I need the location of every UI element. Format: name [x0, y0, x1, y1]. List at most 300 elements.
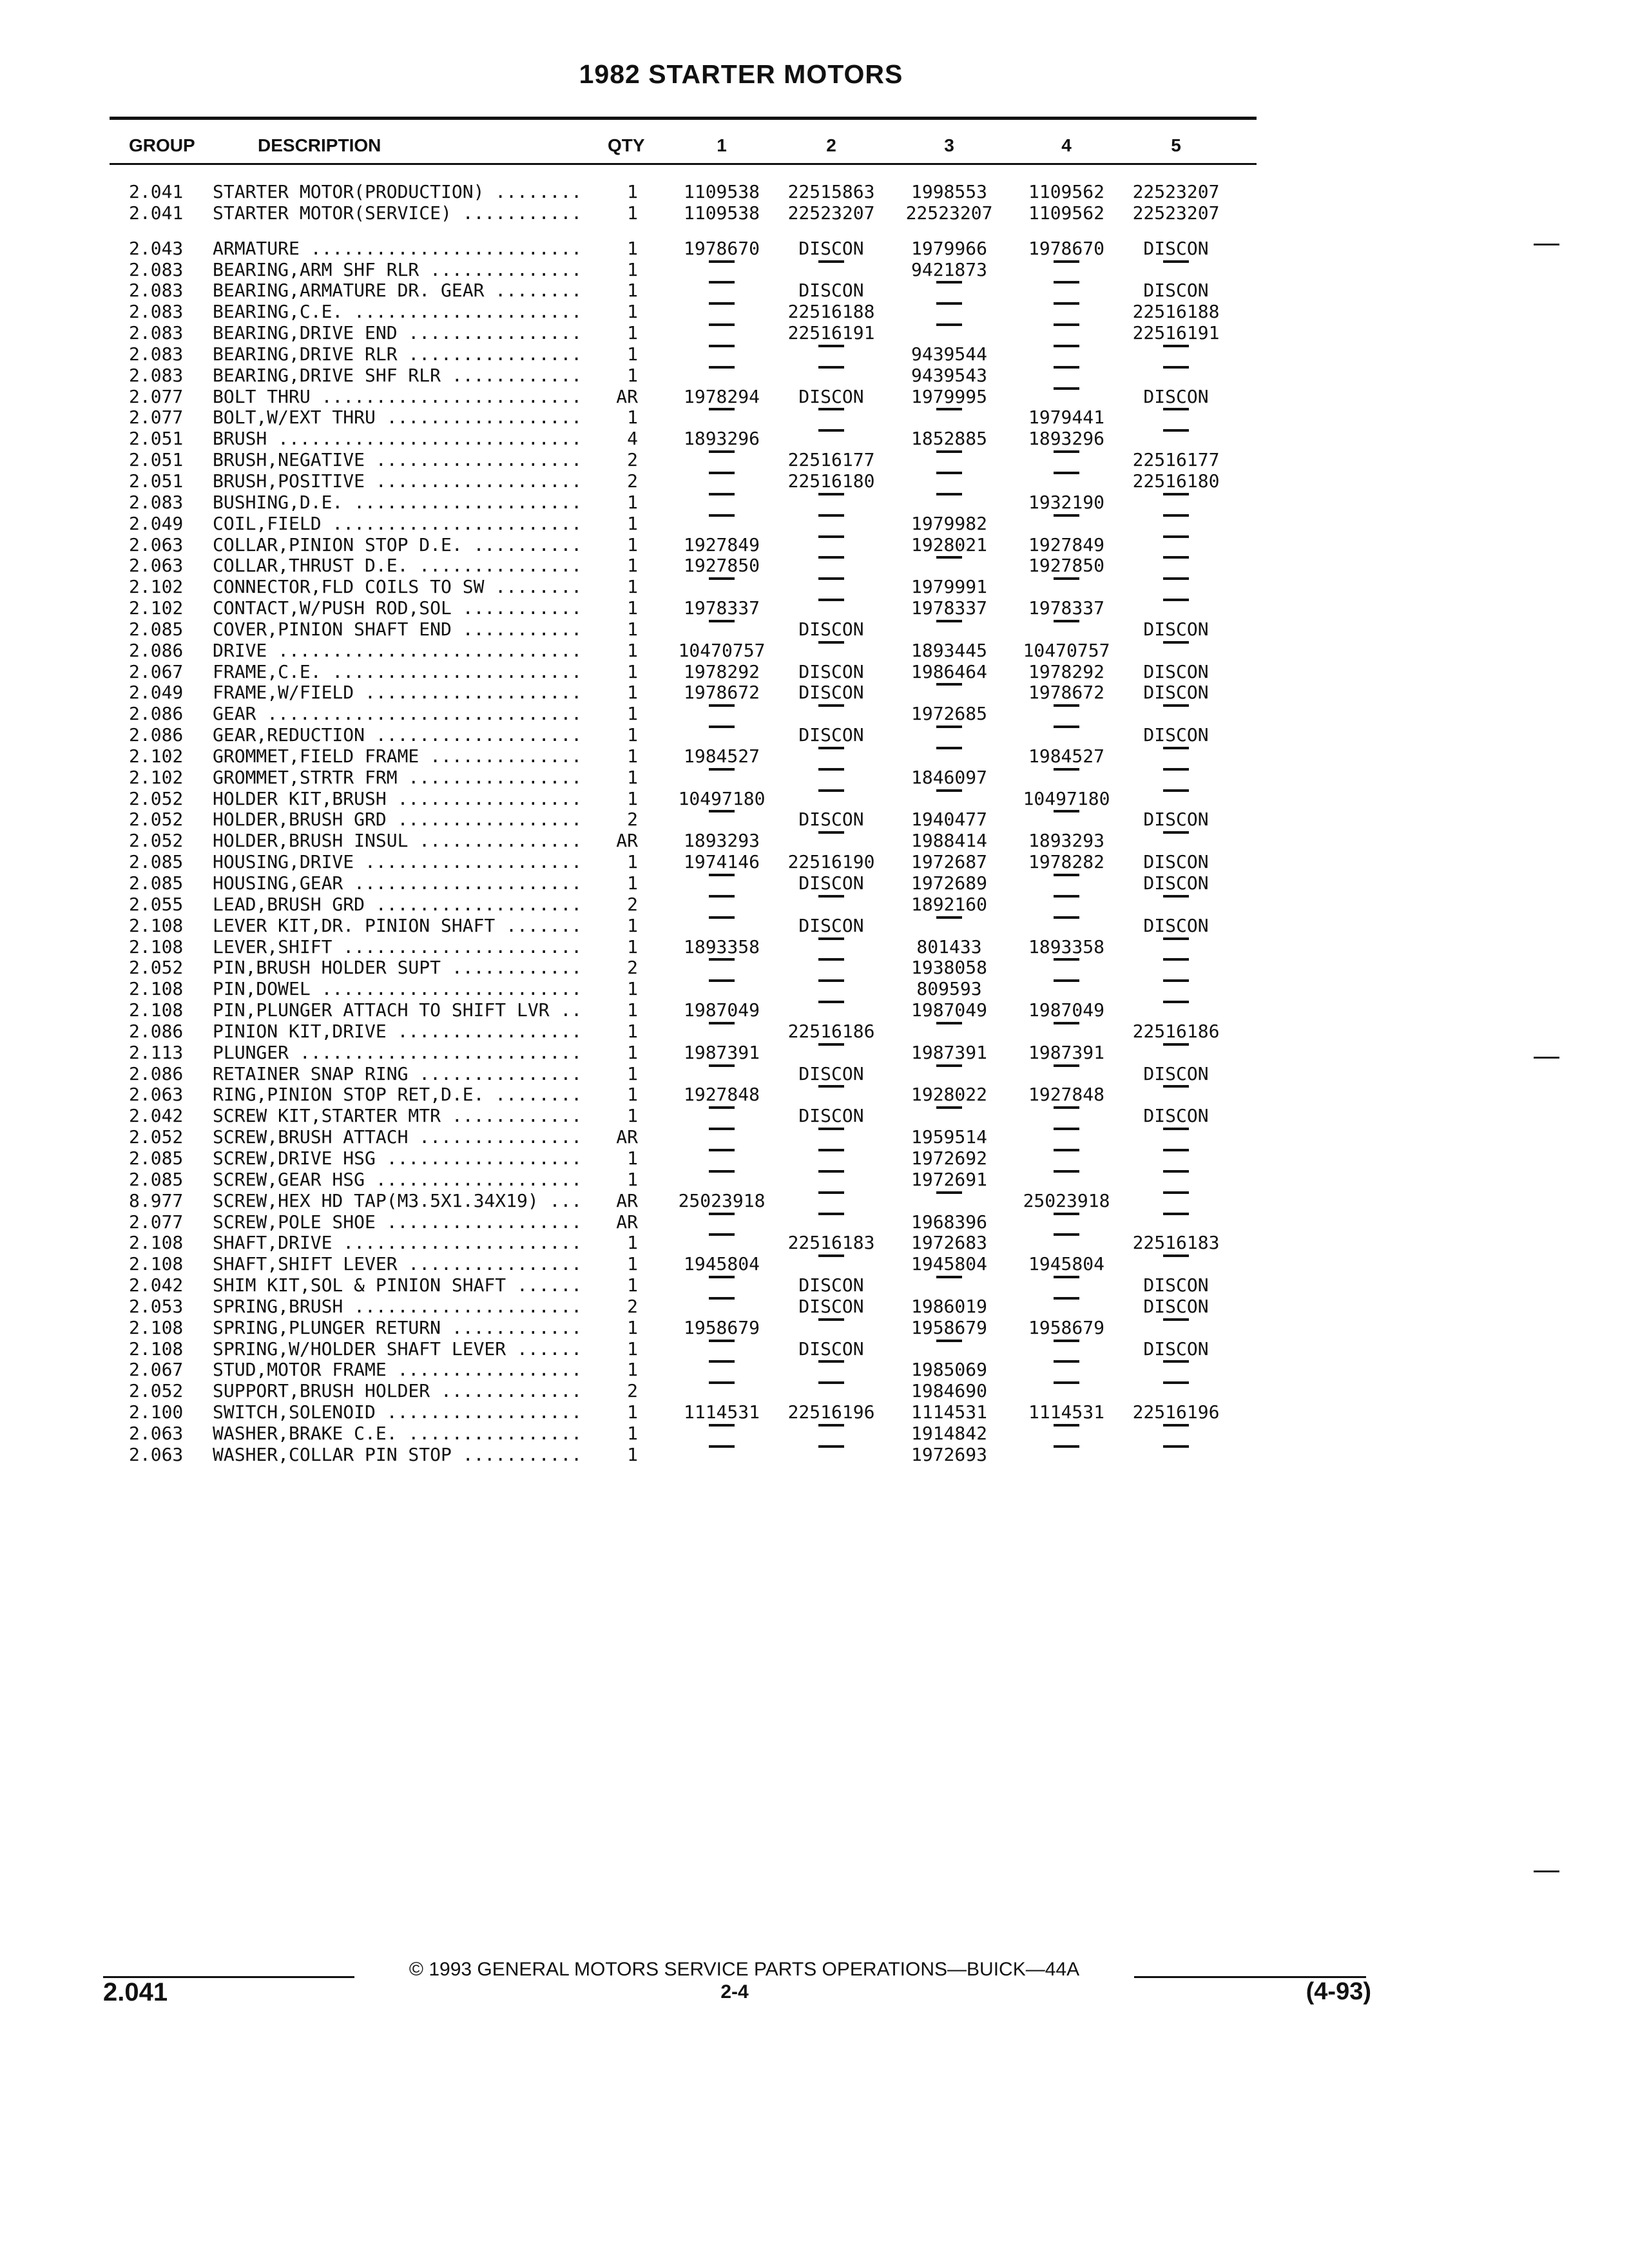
description-cell: SHAFT,SHIFT LEVER ................ [213, 1253, 583, 1275]
col2-cell: DISCON [798, 809, 864, 831]
dash-mark [936, 916, 962, 919]
qty-cell: 1 [627, 1274, 638, 1296]
table-row [0, 1127, 1629, 1148]
col3-cell: 1893445 [911, 639, 987, 661]
group-cell: 2.085 [129, 1147, 184, 1169]
group-cell: 2.085 [129, 1168, 184, 1190]
description-cell: GEAR,REDUCTION ................... [213, 724, 583, 746]
col2-cell: DISCON [798, 280, 864, 302]
header-col-5: 5 [1171, 135, 1181, 155]
col1-cell: 1945804 [683, 1253, 760, 1275]
dash-mark [709, 895, 735, 898]
col3-cell [891, 1064, 1007, 1084]
col5-cell [1118, 1318, 1234, 1338]
description-cell: WASHER,COLLAR PIN STOP ........... [213, 1443, 583, 1465]
col2-cell: DISCON [798, 914, 864, 936]
qty-cell: 1 [627, 660, 638, 682]
col5-cell [1118, 979, 1234, 999]
qty-cell: 1 [627, 1168, 638, 1190]
qty-cell: AR [616, 830, 638, 852]
table-row [0, 1254, 1629, 1275]
col1-cell [664, 1275, 780, 1296]
col5-cell: 22523207 [1132, 181, 1220, 202]
dash-mark [818, 260, 844, 263]
col4-cell [1008, 1064, 1124, 1084]
dash-mark [818, 1085, 844, 1088]
description-cell: BEARING,DRIVE SHF RLR ............ [213, 364, 583, 386]
dash-mark [1054, 1233, 1079, 1236]
col2-cell [773, 1000, 889, 1021]
col4-cell [1008, 767, 1124, 788]
dash-mark [818, 1360, 844, 1363]
col5-cell [1118, 577, 1234, 597]
col4-cell: 1979441 [1028, 407, 1104, 428]
table-row [0, 514, 1629, 535]
col4-cell [1008, 873, 1124, 894]
description-cell: SCREW,HEX HD TAP(M3.5X1.34X19) ... [213, 1189, 583, 1211]
dash-mark [936, 1022, 962, 1024]
col3-cell: 1987391 [911, 1041, 987, 1063]
col4-cell [1008, 280, 1124, 301]
col1-cell [664, 492, 780, 513]
col5-cell [1118, 598, 1234, 619]
col5-cell [1118, 1043, 1234, 1063]
col5-cell: 22516180 [1132, 470, 1220, 492]
dash-mark [1054, 768, 1079, 771]
dash-mark [1054, 387, 1079, 390]
col2-cell [773, 577, 889, 597]
dash-mark [818, 1424, 844, 1427]
qty-cell: 2 [627, 809, 638, 831]
col5-cell [1118, 1381, 1234, 1401]
group-cell: 2.083 [129, 364, 184, 386]
col1-cell [664, 704, 780, 724]
col3-cell: 1987049 [911, 999, 987, 1021]
qty-cell: 1 [627, 237, 638, 259]
dash-mark [818, 599, 844, 601]
dash-mark [1163, 979, 1189, 982]
group-cell: 2.042 [129, 1105, 184, 1127]
dash-mark [709, 1276, 735, 1278]
col5-cell: 22516186 [1132, 1020, 1220, 1042]
table-row [0, 535, 1629, 556]
col5-cell: DISCON [1143, 618, 1209, 640]
qty-cell: 2 [627, 1295, 638, 1317]
dash-mark [818, 1318, 844, 1321]
qty-cell: 1 [627, 491, 638, 513]
group-cell: 2.102 [129, 745, 184, 767]
dash-mark [1163, 599, 1189, 601]
description-cell: PIN,BRUSH HOLDER SUPT ............ [213, 957, 583, 979]
col5-cell [1118, 1191, 1234, 1211]
dash-mark [818, 895, 844, 898]
description-cell: FRAME,C.E. ....................... [213, 660, 583, 682]
dash-mark [936, 302, 962, 305]
col1-cell [664, 280, 780, 301]
dash-mark [818, 514, 844, 517]
table-row [0, 577, 1629, 598]
qty-cell: 1 [627, 1253, 638, 1275]
description-cell: ARMATURE ......................... [213, 237, 583, 259]
dash-mark [709, 979, 735, 982]
dash-mark [1054, 1128, 1079, 1130]
col3-cell [891, 555, 1007, 576]
table-row [0, 746, 1629, 767]
description-cell: HOLDER,BRUSH INSUL ............... [213, 830, 583, 852]
col3-cell: 1972692 [911, 1147, 987, 1169]
col4-cell [1008, 1233, 1124, 1253]
qty-cell: 1 [627, 343, 638, 365]
table-row [0, 789, 1629, 810]
group-cell: 2.063 [129, 1084, 184, 1106]
col5-cell [1118, 1084, 1234, 1105]
col5-cell: DISCON [1143, 385, 1209, 407]
col1-cell: 1927849 [683, 533, 760, 555]
col2-cell: DISCON [798, 1062, 864, 1084]
col4-cell [1008, 1169, 1124, 1190]
dash-mark [1054, 366, 1079, 369]
dash-mark [818, 493, 844, 495]
dash-mark [709, 472, 735, 474]
page-title: 1982 STARTER MOTORS [579, 59, 903, 89]
col5-cell: 22516191 [1132, 322, 1220, 344]
col3-cell: 1985069 [911, 1359, 987, 1381]
margin-mark [1534, 1870, 1559, 1872]
dash-mark [1163, 1043, 1189, 1046]
col2-cell [773, 937, 889, 957]
col2-cell [773, 407, 889, 428]
table-row [0, 809, 1629, 831]
dash-mark [818, 535, 844, 538]
dash-mark [1163, 1254, 1189, 1257]
col3-cell: 9439543 [911, 364, 987, 386]
table-row [0, 387, 1629, 408]
dash-mark [1163, 747, 1189, 749]
col1-cell [664, 260, 780, 280]
dash-mark [709, 1022, 735, 1024]
table-row [0, 957, 1629, 979]
col4-cell [1008, 1360, 1124, 1380]
col4-cell [1008, 1148, 1124, 1169]
col3-cell [891, 1021, 1007, 1042]
table-row [0, 323, 1629, 344]
group-cell: 2.100 [129, 1401, 184, 1423]
col5-cell [1118, 704, 1234, 724]
group-cell: 2.108 [129, 978, 184, 1000]
col5-cell: DISCON [1143, 237, 1209, 259]
col3-cell: 1979995 [911, 385, 987, 407]
dash-mark [709, 874, 735, 876]
col2-cell [773, 535, 889, 555]
col5-cell [1118, 937, 1234, 957]
header-col-2: 2 [826, 135, 836, 155]
col4-cell [1008, 323, 1124, 343]
dash-mark [1054, 1360, 1079, 1363]
col4-cell [1008, 1212, 1124, 1233]
group-cell: 2.108 [129, 914, 184, 936]
group-cell: 2.085 [129, 618, 184, 640]
col3-cell: 1986464 [911, 660, 987, 682]
qty-cell: 2 [627, 1380, 638, 1402]
col1-cell: 25023918 [678, 1189, 766, 1211]
col5-cell [1118, 1148, 1234, 1169]
qty-cell: 1 [627, 1401, 638, 1423]
group-cell: 2.063 [129, 533, 184, 555]
col5-cell [1118, 1212, 1234, 1233]
col4-cell: 1927850 [1028, 555, 1104, 577]
qty-cell: 1 [627, 512, 638, 534]
col3-cell: 1972691 [911, 1168, 987, 1190]
group-cell: 2.102 [129, 766, 184, 788]
table-row [0, 203, 1629, 224]
col1-cell: 1978337 [683, 597, 760, 619]
table-row [0, 916, 1629, 937]
qty-cell: 1 [627, 703, 638, 725]
dash-mark [936, 281, 962, 284]
dash-mark [818, 345, 844, 347]
group-cell: 2.051 [129, 449, 184, 471]
dash-mark [818, 1149, 844, 1151]
col2-cell [773, 428, 889, 449]
col4-cell: 1893296 [1028, 428, 1104, 450]
col2-cell [773, 344, 889, 365]
col5-cell [1118, 514, 1234, 534]
col5-cell: 22516196 [1132, 1401, 1220, 1423]
col3-cell [891, 619, 1007, 640]
dash-mark [709, 958, 735, 961]
col5-cell [1118, 1169, 1234, 1190]
description-cell: SPRING,BRUSH ..................... [213, 1295, 583, 1317]
dash-mark [1163, 1128, 1189, 1130]
col4-cell: 1927849 [1028, 533, 1104, 555]
col2-cell [773, 598, 889, 619]
qty-cell: 1 [627, 301, 638, 323]
col5-cell [1118, 640, 1234, 661]
col4-cell [1008, 894, 1124, 915]
dash-mark [1054, 514, 1079, 517]
col3-cell: 1928022 [911, 1084, 987, 1106]
group-cell: 2.108 [129, 1316, 184, 1338]
table-row [0, 1191, 1629, 1212]
dash-mark [709, 302, 735, 305]
dash-mark [818, 577, 844, 580]
col4-cell: 1978670 [1028, 237, 1104, 259]
col2-cell [773, 894, 889, 915]
header-group: GROUP [129, 135, 195, 155]
dash-mark [1054, 1170, 1079, 1173]
description-cell: SPRING,W/HOLDER SHAFT LEVER ...... [213, 1338, 583, 1360]
description-cell: SWITCH,SOLENOID .................. [213, 1401, 583, 1423]
col2-cell [773, 1318, 889, 1338]
col2-cell: DISCON [798, 682, 864, 704]
dash-mark [1054, 472, 1079, 474]
dash-mark [709, 1360, 735, 1363]
description-cell: STARTER MOTOR(PRODUCTION) ........ [213, 181, 583, 202]
dash-mark [818, 429, 844, 432]
description-cell: HOLDER KIT,BRUSH ................. [213, 787, 583, 809]
qty-cell: 1 [627, 555, 638, 577]
col5-cell: DISCON [1143, 682, 1209, 704]
dash-mark [1054, 895, 1079, 898]
description-cell: PLUNGER .......................... [213, 1041, 583, 1063]
dash-mark [818, 937, 844, 940]
description-cell: LEAD,BRUSH GRD ................... [213, 893, 583, 915]
col5-cell [1118, 831, 1234, 851]
dash-mark [936, 1340, 962, 1342]
dash-mark [1054, 810, 1079, 812]
col1-cell [664, 407, 780, 428]
group-cell: 2.041 [129, 202, 184, 224]
col3-cell: 1972687 [911, 851, 987, 873]
dash-mark [1054, 979, 1079, 982]
col5-cell [1118, 555, 1234, 576]
group-cell: 2.063 [129, 1422, 184, 1444]
table-row [0, 260, 1629, 281]
table-row [0, 1445, 1629, 1466]
col4-cell [1008, 1127, 1124, 1148]
description-cell: SCREW,BRUSH ATTACH ............... [213, 1126, 583, 1148]
col1-cell: 1974146 [683, 851, 760, 873]
col4-cell [1008, 577, 1124, 597]
group-cell: 2.083 [129, 491, 184, 513]
dash-mark [709, 577, 735, 580]
col1-cell [664, 957, 780, 978]
col4-cell [1008, 1021, 1124, 1042]
description-cell: CONNECTOR,FLD COILS TO SW ........ [213, 576, 583, 598]
col1-cell [664, 1381, 780, 1401]
dash-mark [818, 958, 844, 961]
dash-mark [936, 1276, 962, 1278]
description-cell: HOUSING,DRIVE .................... [213, 851, 583, 873]
table-row [0, 471, 1629, 492]
qty-cell: 4 [627, 428, 638, 450]
col5-cell [1118, 344, 1234, 365]
qty-cell: 1 [627, 1020, 638, 1042]
dash-mark [818, 1381, 844, 1384]
col4-cell: 1893293 [1028, 830, 1104, 852]
qty-cell: 1 [627, 766, 638, 788]
top-rule [110, 117, 1257, 120]
col2-cell: 22516180 [787, 470, 875, 492]
group-cell: 2.052 [129, 830, 184, 852]
dash-mark [1054, 958, 1079, 961]
col2-cell: DISCON [798, 724, 864, 746]
col5-cell [1118, 1423, 1234, 1444]
dash-mark [818, 831, 844, 834]
dash-mark [936, 1106, 962, 1109]
group-cell: 2.077 [129, 407, 184, 428]
col5-cell [1118, 1127, 1234, 1148]
col1-cell [664, 916, 780, 936]
col2-cell: 22516186 [787, 1020, 875, 1042]
group-cell: 2.108 [129, 1338, 184, 1360]
dash-mark [709, 810, 735, 812]
col3-cell [891, 746, 1007, 767]
dash-mark [936, 683, 962, 686]
qty-cell: 1 [627, 1232, 638, 1254]
col4-cell [1008, 725, 1124, 745]
description-cell: PIN,DOWEL ........................ [213, 978, 583, 1000]
col4-cell [1008, 387, 1124, 407]
dash-mark [1054, 1276, 1079, 1278]
qty-cell: 1 [627, 745, 638, 767]
table-row [0, 238, 1629, 260]
col2-cell [773, 789, 889, 809]
dash-mark [1163, 493, 1189, 495]
col2-cell: DISCON [798, 237, 864, 259]
description-cell: GROMMET,STRTR FRM ................ [213, 766, 583, 788]
col4-cell: 1958679 [1028, 1316, 1104, 1338]
dash-mark [1163, 556, 1189, 559]
col3-cell: 801433 [916, 936, 982, 957]
description-cell: STARTER MOTOR(SERVICE) ........... [213, 202, 583, 224]
col5-cell [1118, 767, 1234, 788]
col2-cell [773, 1127, 889, 1148]
qty-cell: 1 [627, 280, 638, 302]
col3-cell: 22523207 [905, 202, 993, 224]
dash-mark [1054, 1022, 1079, 1024]
dash-mark [709, 1128, 735, 1130]
table-row [0, 492, 1629, 514]
col1-cell [664, 323, 780, 343]
group-cell: 2.102 [129, 576, 184, 598]
table-row [0, 1339, 1629, 1360]
col1-cell [664, 471, 780, 492]
description-cell: WASHER,BRAKE C.E. ................ [213, 1422, 583, 1444]
col1-cell [664, 577, 780, 597]
col3-cell: 1978337 [911, 597, 987, 619]
group-cell: 2.086 [129, 639, 184, 661]
col1-cell [664, 1169, 780, 1190]
col1-cell [664, 1127, 780, 1148]
col4-cell: 25023918 [1023, 1189, 1110, 1211]
description-cell: BUSHING,D.E. ..................... [213, 491, 583, 513]
col4-cell: 10470757 [1023, 639, 1110, 661]
qty-cell: 1 [627, 1041, 638, 1063]
description-cell: BEARING,ARMATURE DR. GEAR ........ [213, 280, 583, 302]
dash-mark [1054, 916, 1079, 919]
col5-cell [1118, 535, 1234, 555]
col4-cell [1008, 365, 1124, 386]
col2-cell [773, 746, 889, 767]
col2-cell: DISCON [798, 660, 864, 682]
dash-mark [1163, 958, 1189, 961]
col5-cell [1118, 957, 1234, 978]
dash-mark [1163, 1318, 1189, 1321]
col2-cell: DISCON [798, 872, 864, 894]
col2-cell: 22516191 [787, 322, 875, 344]
dash-mark [1054, 620, 1079, 622]
col1-cell: 1109538 [683, 202, 760, 224]
col3-cell [891, 789, 1007, 809]
dash-mark [936, 472, 962, 474]
qty-cell: 1 [627, 202, 638, 224]
col1-cell [664, 1233, 780, 1253]
group-cell: 2.052 [129, 957, 184, 979]
col3-cell [891, 407, 1007, 428]
qty-cell: 1 [627, 1316, 638, 1338]
col2-cell: 22516190 [787, 851, 875, 873]
qty-cell: 1 [627, 639, 638, 661]
dash-mark [1054, 1297, 1079, 1300]
dash-mark [936, 620, 962, 622]
description-cell: DRIVE ............................ [213, 639, 583, 661]
table-row [0, 344, 1629, 365]
dash-mark [1054, 704, 1079, 707]
dash-mark [1163, 789, 1189, 792]
qty-cell: 1 [627, 1147, 638, 1169]
col5-cell: DISCON [1143, 280, 1209, 302]
